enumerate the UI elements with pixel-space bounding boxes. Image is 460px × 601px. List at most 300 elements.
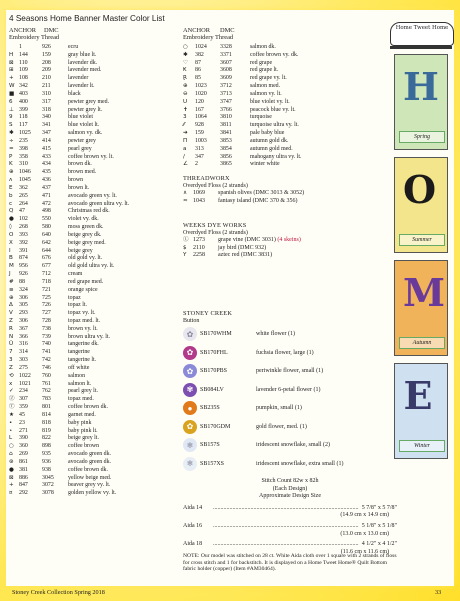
dmc-number: 935 bbox=[42, 451, 51, 458]
sign-word-2: Tweet bbox=[413, 25, 431, 31]
color-name: salmon bbox=[68, 372, 86, 379]
dmc-number: 898 bbox=[42, 443, 51, 450]
panel-letter: O bbox=[403, 167, 437, 212]
anchor-number: 1045 bbox=[19, 177, 31, 184]
color-row bbox=[9, 443, 129, 451]
color-name: avocado green dk. bbox=[68, 458, 112, 465]
color-name: topaz lt. bbox=[68, 302, 87, 309]
aida-size: 5 7/8" x 5 7/8" bbox=[361, 504, 397, 511]
anchor-number: 1064 bbox=[195, 114, 207, 121]
symbol: 9 bbox=[9, 114, 13, 121]
color-row bbox=[9, 388, 129, 396]
anchor-number: 393 bbox=[19, 231, 28, 238]
anchor-number: 366 bbox=[19, 333, 28, 340]
anchor-number: 88 bbox=[19, 278, 25, 285]
dmc-header: DMC bbox=[44, 27, 59, 34]
symbol: ○ bbox=[183, 44, 188, 50]
anchor-number: 109 bbox=[19, 67, 28, 74]
color-row bbox=[183, 44, 301, 52]
skein-note: (4 skeins) bbox=[275, 237, 301, 244]
dmc-number: 317 bbox=[42, 98, 51, 105]
color-row bbox=[9, 201, 129, 209]
button-code: SB170PBS bbox=[200, 368, 228, 375]
color-row bbox=[9, 428, 129, 436]
floss-number: 1069 bbox=[193, 190, 205, 197]
anchor-number: 347 bbox=[195, 153, 204, 160]
symbol: ⊕ bbox=[9, 169, 14, 176]
color-name: peacock blue vy. lt. bbox=[250, 106, 296, 113]
button-image-icon: ✾ bbox=[183, 383, 197, 397]
dmc-number: 677 bbox=[42, 263, 51, 270]
banner-panel bbox=[394, 260, 448, 356]
anchor-number: 886 bbox=[19, 474, 28, 481]
dmc-number: 3712 bbox=[220, 83, 232, 90]
color-name: garnet med. bbox=[68, 411, 96, 418]
symbol: / bbox=[183, 153, 185, 160]
color-row bbox=[9, 130, 129, 138]
color-row bbox=[9, 67, 129, 75]
symbol: N bbox=[9, 333, 14, 340]
button-row bbox=[183, 436, 343, 455]
symbol: ⊖ bbox=[183, 90, 188, 97]
symbol: $ bbox=[183, 244, 187, 251]
button-name: periwinkle flower, small (1) bbox=[256, 368, 324, 375]
anchor-number: 382 bbox=[195, 51, 204, 58]
color-row bbox=[9, 248, 129, 256]
symbol: • bbox=[9, 419, 13, 426]
color-row bbox=[9, 271, 129, 279]
symbol: # bbox=[9, 278, 14, 285]
color-name: pewter grey med. bbox=[68, 98, 110, 105]
symbol: H bbox=[9, 51, 14, 58]
color-name: topaz med. lt. bbox=[68, 317, 101, 324]
symbol: ⋆ bbox=[9, 427, 13, 434]
anchor-number: 86 bbox=[195, 67, 201, 74]
button-name: white flower (1) bbox=[256, 331, 295, 338]
symbol: Ⓩ bbox=[9, 396, 15, 403]
color-row bbox=[9, 107, 129, 115]
color-row bbox=[183, 146, 301, 154]
overdyed-row bbox=[183, 252, 301, 260]
symbol: Ɽ bbox=[183, 75, 187, 82]
dmc-number: 580 bbox=[42, 224, 51, 231]
embroidery-header-right: Embroidery Thread bbox=[183, 34, 234, 41]
color-name: moss green dk. bbox=[68, 224, 104, 231]
left-header bbox=[9, 27, 59, 41]
anchor-number: 1021 bbox=[19, 380, 31, 387]
anchor-number: 167 bbox=[195, 106, 204, 113]
dmc-number: 761 bbox=[42, 380, 51, 387]
aida-size-cm: (13.0 cm x 13.0 cm) bbox=[340, 530, 389, 537]
color-name: red grape vy. lt. bbox=[250, 75, 287, 82]
anchor-number: 861 bbox=[19, 458, 28, 465]
color-row bbox=[9, 83, 129, 91]
symbol: 7 bbox=[9, 349, 13, 356]
button-code: SB157XS bbox=[200, 460, 225, 467]
anchor-number: 23 bbox=[19, 419, 25, 426]
color-row bbox=[9, 75, 129, 83]
color-row bbox=[183, 75, 301, 83]
symbol: 6 bbox=[9, 98, 13, 105]
note-text: NOTE: Our model was stitched on 28 ct. White Aida cloth over 1 square with 2 strands of floss for cross stitch and 1 for backstitch. It is displayed on a Home Tweet Home® Quilt Bottom fabric holder (copper) (Item #AM30464). bbox=[183, 553, 397, 572]
anchor-number: 271 bbox=[19, 427, 28, 434]
anchor-number: 306 bbox=[19, 317, 28, 324]
stitch-each-design: (Each Design) bbox=[272, 485, 308, 492]
anchor-number: 358 bbox=[19, 153, 28, 160]
dmc-number: 760 bbox=[42, 372, 51, 379]
dmc-number: 472 bbox=[42, 200, 51, 207]
color-name: blue violet bbox=[68, 114, 94, 121]
symbol: E bbox=[9, 184, 13, 191]
dmc-number: 471 bbox=[42, 192, 51, 199]
floss-name: jay bird (DMC 932) bbox=[218, 244, 267, 251]
right-color-list bbox=[183, 44, 301, 169]
symbol: W bbox=[9, 83, 15, 90]
home-tweet-home-sign bbox=[390, 22, 454, 46]
button-row bbox=[183, 362, 343, 381]
dmc-number: 742 bbox=[42, 357, 51, 364]
anchor-number: 235 bbox=[19, 137, 28, 144]
color-name: golden yellow vy. lt. bbox=[68, 490, 117, 497]
color-name: coffee brown vy. dk. bbox=[250, 51, 299, 58]
dmc-number: 728 bbox=[42, 317, 51, 324]
symbol: ● bbox=[9, 466, 14, 473]
color-name: beaver grey vy. lt. bbox=[68, 482, 111, 489]
weeks-sub: Overdyed Floss (2 strands) bbox=[183, 229, 248, 236]
color-row bbox=[9, 232, 129, 240]
banner-panel bbox=[394, 54, 448, 150]
overdyed-row bbox=[183, 237, 301, 245]
symbol: 3 bbox=[9, 357, 13, 364]
color-name: avocado green dk. bbox=[68, 451, 112, 458]
dmc-number: 3766 bbox=[220, 106, 232, 113]
anchor-number: 381 bbox=[19, 466, 28, 473]
stoney-heading: STONEY CREEK bbox=[183, 310, 233, 317]
color-name: baby pink lt. bbox=[68, 427, 98, 434]
dmc-number: 3865 bbox=[220, 161, 232, 168]
color-name: beige grey lt. bbox=[68, 435, 99, 442]
color-name: topaz bbox=[68, 294, 81, 301]
symbol: Z bbox=[9, 364, 13, 371]
color-row bbox=[9, 185, 129, 193]
button-row bbox=[183, 418, 343, 437]
anchor-number: 359 bbox=[19, 404, 28, 411]
dmc-number: 340 bbox=[42, 114, 51, 121]
color-row bbox=[9, 122, 129, 130]
color-row bbox=[9, 263, 129, 271]
stitch-design-size: Approximate Design Size bbox=[259, 493, 321, 500]
banner-panel bbox=[394, 363, 448, 459]
color-name: brown bbox=[68, 177, 84, 184]
color-row bbox=[9, 396, 129, 404]
color-name: yellow beige med. bbox=[68, 474, 112, 481]
color-row bbox=[183, 154, 301, 162]
dmc-number: 3609 bbox=[220, 75, 232, 82]
dmc-number: 738 bbox=[42, 325, 51, 332]
button-name: iridescent snowflake, small (2) bbox=[256, 442, 330, 449]
button-code: SB084LV bbox=[200, 386, 224, 393]
symbol: ★ bbox=[9, 411, 15, 418]
symbol: Ⓛ bbox=[183, 237, 189, 244]
color-name: lavender lt. bbox=[68, 83, 95, 90]
aida-size: 4 1/2" x 4 1/2" bbox=[361, 541, 397, 548]
panel-letter: M bbox=[403, 270, 446, 315]
color-name: blue violet vy. lt. bbox=[250, 98, 290, 105]
symbol: ≈ bbox=[183, 197, 188, 204]
aida-label: Aida 14 bbox=[183, 504, 203, 511]
dmc-number: 435 bbox=[42, 169, 51, 176]
dmc-number: 211 bbox=[42, 83, 51, 90]
button-name: fuchsia flower, large (1) bbox=[256, 349, 314, 356]
color-name: salmon dk. bbox=[250, 44, 276, 50]
anchor-number: 1024 bbox=[195, 44, 207, 50]
color-name: beige grey bbox=[68, 247, 93, 254]
dmc-number: 740 bbox=[42, 341, 51, 348]
symbol: V bbox=[9, 310, 13, 317]
color-name: pale baby blue bbox=[250, 130, 285, 137]
threadworx-section bbox=[183, 175, 304, 205]
color-row bbox=[183, 122, 301, 130]
symbol: Q bbox=[9, 208, 14, 215]
color-row bbox=[9, 334, 129, 342]
anchor-number: 362 bbox=[19, 184, 28, 191]
stitch-count-line: Stitch Count 82w x 82h bbox=[261, 478, 319, 484]
color-row bbox=[9, 318, 129, 326]
color-name: salmon lt. bbox=[68, 380, 92, 387]
dmc-number: 739 bbox=[42, 333, 51, 340]
dmc-number: 818 bbox=[42, 419, 51, 426]
anchor-number: 293 bbox=[19, 310, 28, 317]
anchor-number: 268 bbox=[19, 224, 28, 231]
color-row bbox=[9, 412, 129, 420]
color-row bbox=[9, 381, 129, 389]
dmc-number: 310 bbox=[42, 90, 51, 97]
anchor-number: 144 bbox=[19, 51, 28, 58]
stoney-section bbox=[183, 310, 232, 325]
symbol: ∧ bbox=[183, 190, 188, 197]
floss-name: grape vine (DMC 3031) bbox=[218, 237, 276, 244]
button-name: pumpkin, small (1) bbox=[256, 405, 302, 412]
color-name: tangerine bbox=[68, 349, 90, 356]
color-name: pearl grey lt. bbox=[68, 388, 98, 395]
color-row bbox=[9, 279, 129, 287]
color-row bbox=[183, 99, 301, 107]
color-row bbox=[9, 302, 129, 310]
dmc-number: 746 bbox=[42, 364, 51, 371]
floss-number: 1273 bbox=[193, 237, 205, 244]
right-header bbox=[183, 27, 235, 41]
color-name: lavender med. bbox=[68, 67, 102, 74]
button-name: lavender 6-petal flower (1) bbox=[256, 386, 321, 393]
dmc-number: 3856 bbox=[220, 153, 232, 160]
symbol: M bbox=[9, 263, 14, 270]
anchor-number: 45 bbox=[19, 411, 25, 418]
dmc-number: 437 bbox=[42, 184, 51, 191]
color-row bbox=[9, 193, 129, 201]
panel-season-label: Summer bbox=[399, 234, 445, 246]
symbol: X bbox=[9, 239, 13, 246]
color-name: brown med. bbox=[68, 169, 97, 176]
color-name: Christmas red dk. bbox=[68, 208, 110, 215]
color-name: coffee brown bbox=[68, 443, 100, 450]
anchor-number: 874 bbox=[19, 255, 28, 262]
symbol: ■ bbox=[9, 90, 15, 97]
color-row bbox=[9, 240, 129, 248]
color-row bbox=[9, 216, 129, 224]
dmc-number: 3854 bbox=[220, 145, 232, 152]
color-name: lavender bbox=[68, 75, 89, 82]
color-name: red grape bbox=[250, 59, 273, 66]
button-row bbox=[183, 455, 343, 474]
color-row bbox=[9, 255, 129, 263]
overdyed-row bbox=[183, 190, 304, 198]
anchor-number: 292 bbox=[19, 490, 28, 497]
color-row bbox=[183, 130, 301, 138]
anchor-number: 324 bbox=[19, 286, 28, 293]
footer: Stoney Creek Collection Spring 2018 bbox=[12, 589, 105, 596]
sign-word-3: Home bbox=[432, 25, 449, 31]
symbol: ⌂ bbox=[9, 451, 13, 458]
color-name: coffee brown dk. bbox=[68, 404, 108, 411]
button-code: SB157S bbox=[200, 442, 220, 449]
color-row bbox=[9, 459, 129, 467]
button-image-icon: ● bbox=[183, 401, 197, 415]
floss-name: fantasy island (DMC 370 & 356) bbox=[218, 197, 298, 204]
leader-dots: ................................................................................................. bbox=[213, 504, 359, 511]
color-name: pewter grey lt. bbox=[68, 106, 103, 113]
color-name: old gold ultra vy. lt. bbox=[68, 263, 115, 270]
color-name: beige grey dk. bbox=[68, 231, 102, 238]
button-image-icon: ✿ bbox=[183, 420, 197, 434]
aida-size-cm: (11.6 cm x 11.6 cm) bbox=[340, 548, 389, 555]
anchor-number: 1025 bbox=[19, 130, 31, 137]
dmc-number: 3045 bbox=[42, 474, 54, 481]
symbol: ⁄⁄ bbox=[183, 122, 185, 129]
dmc-number: 814 bbox=[42, 411, 51, 418]
anchor-number: 120 bbox=[195, 98, 204, 105]
anchor-number: 1023 bbox=[195, 83, 207, 90]
symbol: Ⓣ bbox=[9, 404, 15, 411]
dmc-number: 159 bbox=[42, 51, 51, 58]
symbol: R bbox=[9, 325, 13, 332]
color-row bbox=[9, 357, 129, 365]
dmc-number: 822 bbox=[42, 435, 51, 442]
color-row bbox=[9, 373, 129, 381]
page-title: 4 Seasons Home Banner Master Color List bbox=[9, 14, 165, 23]
color-row bbox=[9, 208, 129, 216]
dmc-number: 936 bbox=[42, 458, 51, 465]
color-name: salmon vy. lt. bbox=[250, 90, 282, 97]
leader-dots: ................................................................................................. bbox=[213, 541, 359, 548]
color-name: topaz vy. lt. bbox=[68, 310, 96, 317]
anchor-number: 1 bbox=[19, 44, 22, 50]
button-code: SB170GDM bbox=[200, 423, 231, 430]
anchor-number: 102 bbox=[19, 216, 28, 223]
color-row bbox=[9, 91, 129, 99]
symbol: Z bbox=[9, 317, 13, 324]
symbol: ✝ bbox=[183, 106, 188, 113]
color-row bbox=[9, 114, 129, 122]
color-name: pearl grey bbox=[68, 145, 92, 152]
button-row bbox=[183, 325, 343, 344]
dmc-number: 938 bbox=[42, 466, 51, 473]
color-name: lavender dk. bbox=[68, 59, 98, 66]
dmc-number: 3841 bbox=[220, 130, 232, 137]
anchor-number: 391 bbox=[19, 247, 28, 254]
color-row bbox=[183, 83, 301, 91]
color-name: tangerine lt. bbox=[68, 357, 97, 364]
anchor-number: 2 bbox=[195, 161, 198, 168]
anchor-number: 926 bbox=[19, 271, 28, 278]
anchor-number: 399 bbox=[19, 106, 28, 113]
color-name: winter white bbox=[250, 161, 280, 168]
weeks-section bbox=[183, 222, 301, 260]
anchor-number: 118 bbox=[19, 114, 28, 121]
symbol: ¤ bbox=[9, 490, 13, 497]
button-list bbox=[183, 325, 343, 473]
color-name: old gold vy. lt. bbox=[68, 255, 103, 262]
dmc-number: 3072 bbox=[42, 482, 54, 489]
color-row bbox=[183, 52, 301, 60]
dmc-number: 208 bbox=[42, 59, 51, 66]
anchor-number: 87 bbox=[195, 59, 201, 66]
weeks-heading: WEEKS DYE WORKS bbox=[183, 222, 247, 229]
symbol: ⊞ bbox=[9, 67, 14, 74]
color-name: turquoise ultra vy. lt. bbox=[250, 122, 299, 129]
symbol: ⟲ bbox=[9, 372, 14, 379]
symbol: ⊥ bbox=[9, 106, 14, 113]
symbol: B bbox=[9, 255, 13, 262]
color-row bbox=[9, 146, 129, 154]
color-name: salmon med. bbox=[250, 83, 281, 90]
dmc-number: 415 bbox=[42, 145, 51, 152]
dmc-number: 741 bbox=[42, 349, 51, 356]
color-name: beige grey med. bbox=[68, 239, 106, 246]
dmc-number: 3371 bbox=[220, 51, 232, 58]
color-row bbox=[9, 349, 129, 357]
dmc-number: 762 bbox=[42, 388, 51, 395]
symbol: ∠ bbox=[183, 161, 189, 168]
symbol: ʌ bbox=[9, 177, 13, 184]
symbol: Π bbox=[183, 137, 188, 144]
symbol: Δ bbox=[9, 302, 13, 309]
dmc-number: 644 bbox=[42, 247, 51, 254]
symbol: ⊕ bbox=[9, 294, 14, 301]
symbol: ⊕ bbox=[183, 83, 188, 90]
dmc-number: 341 bbox=[42, 122, 51, 129]
anchor-number: 360 bbox=[19, 443, 28, 450]
color-row bbox=[183, 107, 301, 115]
symbol: ✓ bbox=[9, 388, 14, 395]
anchor-number: 307 bbox=[19, 396, 28, 403]
button-name: iridescent snowflake, extra small (1) bbox=[256, 460, 344, 467]
color-name: brown dk. bbox=[68, 161, 92, 168]
symbol: + bbox=[9, 482, 14, 489]
symbol: ➔ bbox=[183, 130, 188, 137]
color-name: avocado green vy. lt. bbox=[68, 192, 117, 199]
color-row bbox=[9, 404, 129, 412]
dmc-number: 3811 bbox=[220, 122, 232, 129]
dmc-number: 801 bbox=[42, 404, 51, 411]
symbol: P bbox=[9, 153, 13, 160]
button-image-icon: ❄ bbox=[183, 438, 197, 452]
floss-number: 2110 bbox=[193, 244, 205, 251]
color-name: red grape med. bbox=[68, 278, 104, 285]
panel-letter: E bbox=[403, 373, 433, 418]
anchor-number: 303 bbox=[19, 357, 28, 364]
color-row bbox=[183, 91, 301, 99]
anchor-header-right: ANCHOR bbox=[183, 27, 210, 34]
